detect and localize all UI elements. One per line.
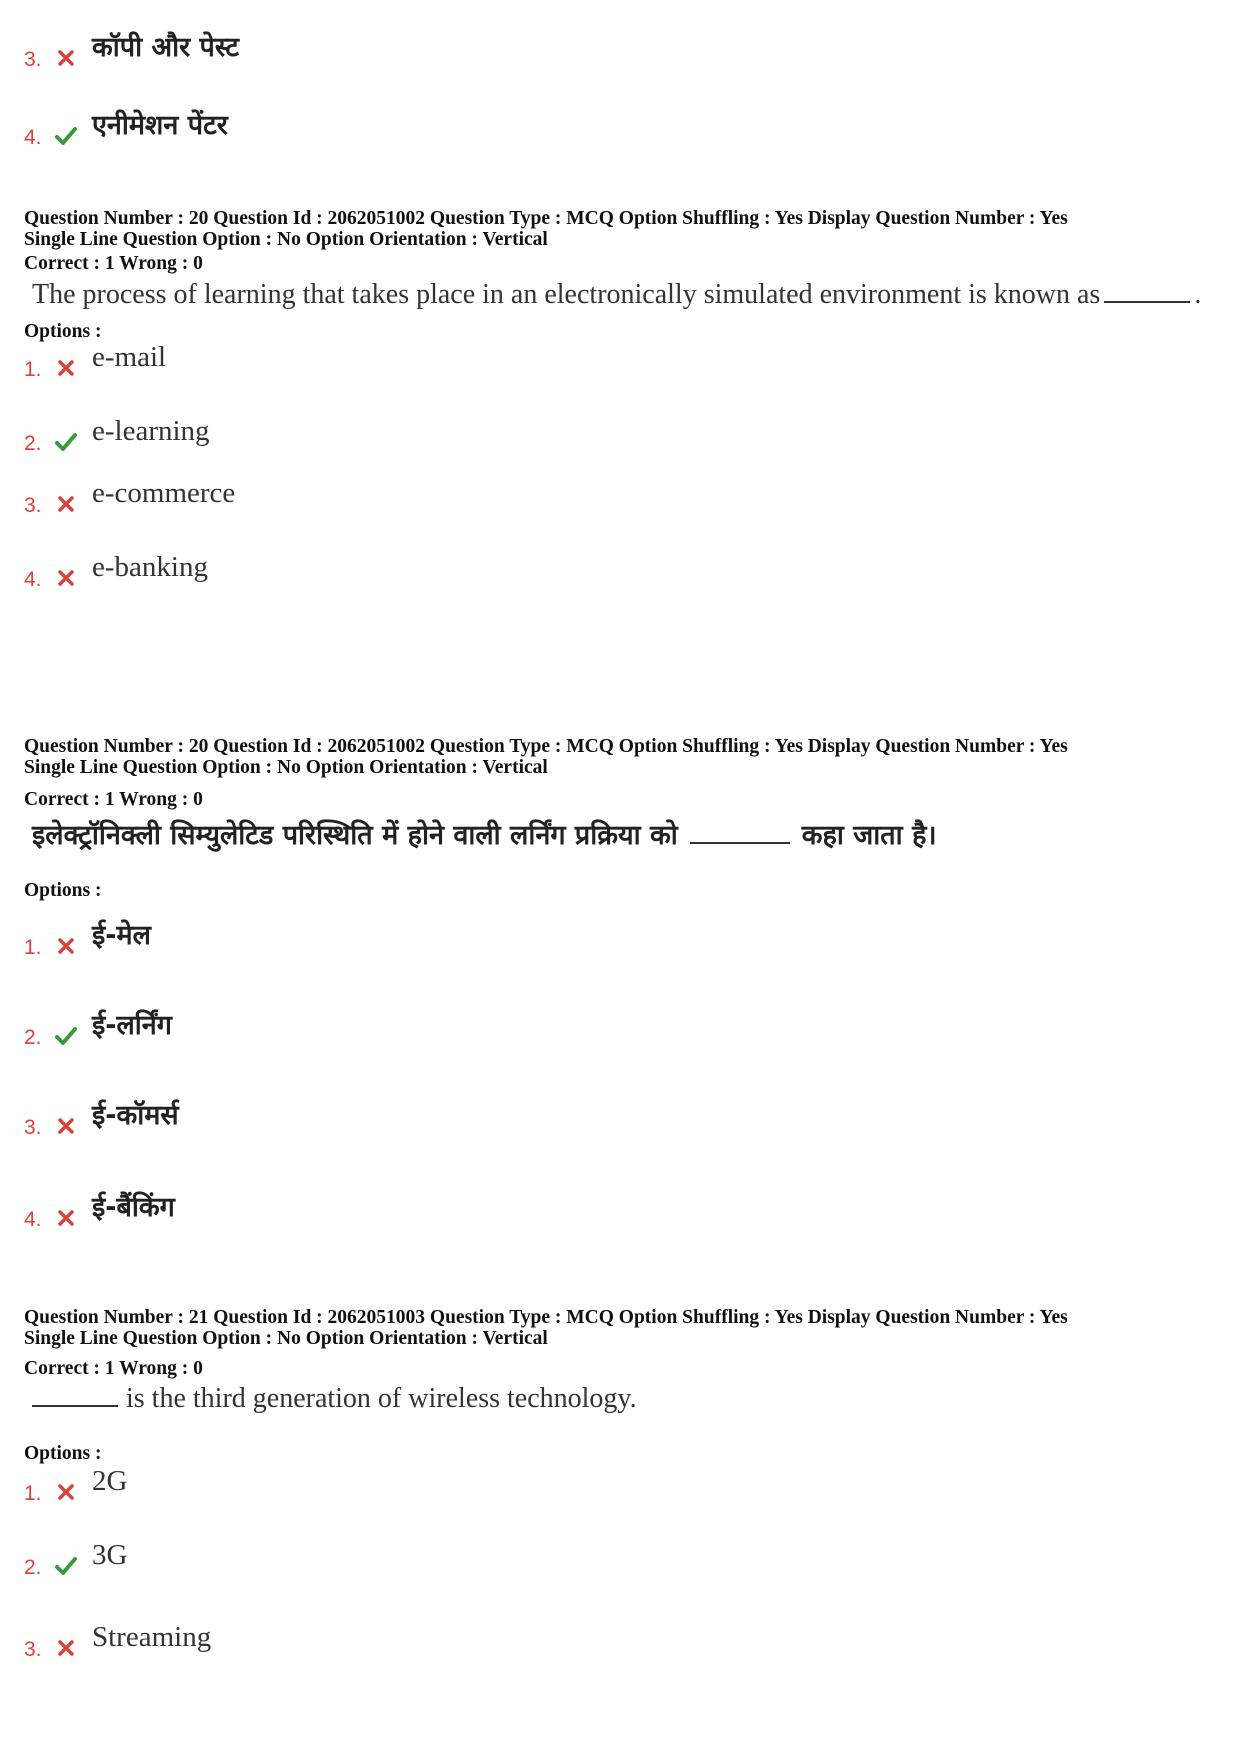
wrong-icon <box>54 356 78 380</box>
option-text: 2G <box>92 1465 128 1497</box>
question-meta-line: Question Number : 21 Question Id : 2062051003 Question Type : MCQ Option Shuffling : Yes Display Question Number : Yes <box>24 1307 1068 1328</box>
answer-blank <box>1104 301 1190 303</box>
question-meta-line: Single Line Question Option : No Option Orientation : Vertical <box>24 1328 548 1349</box>
option-number: 4. <box>24 126 42 149</box>
options-label: Options : <box>24 880 102 901</box>
option-number: 3. <box>24 1638 42 1661</box>
option-text: Streaming <box>92 1621 212 1653</box>
wrong-icon <box>54 492 78 516</box>
answer-blank <box>32 1405 118 1407</box>
question-text-body: is the third generation of wireless technology. <box>126 1383 637 1414</box>
score-line: Correct : 1 Wrong : 0 <box>24 789 203 810</box>
question-meta-line: Question Number : 20 Question Id : 2062051002 Question Type : MCQ Option Shuffling : Yes Display Question Number : Yes <box>24 208 1068 229</box>
option-item <box>24 342 624 382</box>
answer-blank <box>690 842 790 844</box>
options-label: Options : <box>24 321 102 342</box>
question-meta <box>24 1307 1068 1349</box>
option-text: e-commerce <box>92 477 236 509</box>
option-text: e-mail <box>92 341 167 373</box>
option-text: e-learning <box>92 415 210 447</box>
question-meta <box>24 736 1068 778</box>
question-text-body: इलेक्ट्रॉनिक्ली सिम्युलेटिड परिस्थिति में होने वाली लर्निंग प्रक्रिया को <box>32 820 678 851</box>
option-number: 3. <box>24 1116 42 1139</box>
wrong-icon <box>54 46 78 70</box>
option-item <box>24 478 624 518</box>
question-text <box>32 279 1201 311</box>
check-icon <box>54 430 78 454</box>
question-meta-line: Single Line Question Option : No Option Orientation : Vertical <box>24 757 548 778</box>
option-number: 4. <box>24 1208 42 1231</box>
option-number: 3. <box>24 494 42 517</box>
option-number: 1. <box>24 1482 42 1505</box>
question-text-body: The process of learning that takes place in an electronically simulated environment is known as <box>32 279 1101 310</box>
option-item <box>24 1622 624 1662</box>
wrong-icon <box>54 934 78 958</box>
question-meta <box>24 208 1068 250</box>
score-line: Correct : 1 Wrong : 0 <box>24 1358 203 1379</box>
option-text: एनीमेशन पेंटर <box>92 110 228 141</box>
option-item <box>24 1100 624 1140</box>
wrong-icon <box>54 1206 78 1230</box>
option-item <box>24 110 624 150</box>
option-item <box>24 552 624 592</box>
check-icon <box>54 124 78 148</box>
question-text <box>32 1383 637 1415</box>
option-item <box>24 416 624 456</box>
check-icon <box>54 1554 78 1578</box>
question-text-end: . <box>1194 279 1202 310</box>
option-number: 2. <box>24 432 42 455</box>
options-label: Options : <box>24 1443 102 1464</box>
option-text: ई-बैंकिंग <box>92 1192 175 1223</box>
option-text: ई-लर्निंग <box>92 1010 172 1041</box>
option-item <box>24 32 624 72</box>
option-text: ई-मेल <box>92 920 151 951</box>
question-text <box>32 815 937 852</box>
option-number: 1. <box>24 358 42 381</box>
option-text: e-banking <box>92 551 208 583</box>
option-item <box>24 1192 624 1232</box>
option-item <box>24 1466 624 1506</box>
check-icon <box>54 1024 78 1048</box>
option-text: कॉपी और पेस्ट <box>92 32 239 63</box>
option-text: 3G <box>92 1539 128 1571</box>
wrong-icon <box>54 566 78 590</box>
question-text-end: कहा जाता है। <box>801 820 937 851</box>
wrong-icon <box>54 1636 78 1660</box>
option-item <box>24 1540 624 1580</box>
option-number: 2. <box>24 1556 42 1579</box>
option-number: 4. <box>24 568 42 591</box>
option-item <box>24 1010 624 1050</box>
question-meta-line: Question Number : 20 Question Id : 2062051002 Question Type : MCQ Option Shuffling : Yes Display Question Number : Yes <box>24 736 1068 757</box>
wrong-icon <box>54 1480 78 1504</box>
option-number: 3. <box>24 48 42 71</box>
option-item <box>24 920 624 960</box>
wrong-icon <box>54 1114 78 1138</box>
option-number: 1. <box>24 936 42 959</box>
option-text: ई-कॉमर्स <box>92 1100 179 1131</box>
score-line: Correct : 1 Wrong : 0 <box>24 253 203 274</box>
option-number: 2. <box>24 1026 42 1049</box>
question-meta-line: Single Line Question Option : No Option Orientation : Vertical <box>24 229 548 250</box>
